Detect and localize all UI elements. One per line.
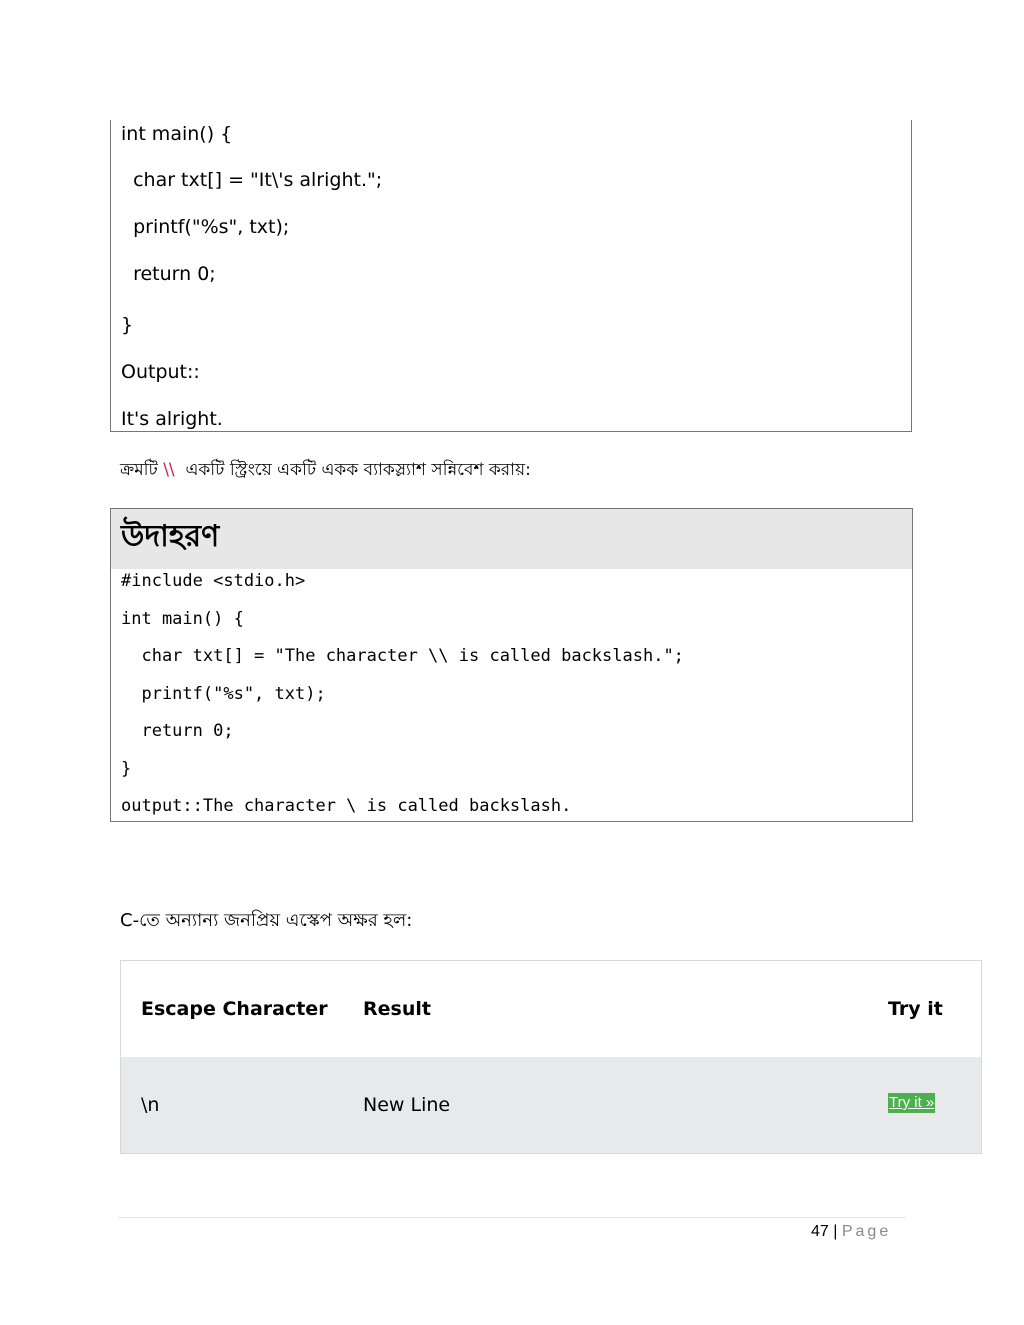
escape-sequence-code: \\ xyxy=(163,460,175,480)
code-line: } xyxy=(121,759,132,779)
code-block-continued xyxy=(110,120,912,432)
page-footer xyxy=(811,1221,891,1243)
page-label: Page xyxy=(841,1223,892,1240)
example-heading: উদাহরণ xyxy=(121,519,220,554)
table-row xyxy=(121,1057,981,1153)
code-line: #include <stdio.h> xyxy=(121,571,306,591)
column-header-result: Result xyxy=(363,998,431,1020)
output-value: It's alright. xyxy=(121,408,223,430)
footer-divider xyxy=(118,1217,906,1218)
code-line: char txt[] = "It\'s alright."; xyxy=(121,169,383,191)
code-line: printf("%s", txt); xyxy=(121,216,290,238)
result-cell: New Line xyxy=(363,1094,451,1116)
code-line: return 0; xyxy=(121,263,216,285)
column-header-try-it: Try it xyxy=(888,998,943,1020)
paragraph-escape-characters: C-তে অন্যান্য জনপ্রিয় এস্কেপ অক্ষর হল: xyxy=(120,910,413,931)
table-header-row xyxy=(121,961,981,1057)
code-line: int main() { xyxy=(121,123,233,145)
code-line: int main() { xyxy=(121,609,244,629)
code-line: char txt[] = "The character \\ is called backslash."; xyxy=(121,646,684,666)
paragraph-backslash-sequence xyxy=(120,458,531,482)
code-line: } xyxy=(121,314,134,336)
footer-separator: | xyxy=(833,1223,838,1240)
paragraph-text-after: একটি স্ট্রিংয়ে একটি একক ব্যাকস্ল্যাশ সন্নিবেশ করায়: xyxy=(174,460,531,480)
escape-character-table xyxy=(120,960,982,1154)
try-it-button[interactable]: Try it » xyxy=(889,1094,935,1111)
paragraph-text-before: ক্রমটি xyxy=(120,460,164,480)
output-line: output::The character \ is called backslash. xyxy=(121,796,572,816)
example-box xyxy=(110,508,913,822)
code-line: return 0; xyxy=(121,721,234,741)
output-label: Output:: xyxy=(121,361,200,383)
escape-cell: \n xyxy=(141,1094,160,1116)
example-header xyxy=(111,509,912,569)
page-number: 47 xyxy=(811,1223,829,1240)
column-header-escape: Escape Character xyxy=(141,998,328,1020)
code-line: printf("%s", txt); xyxy=(121,684,326,704)
